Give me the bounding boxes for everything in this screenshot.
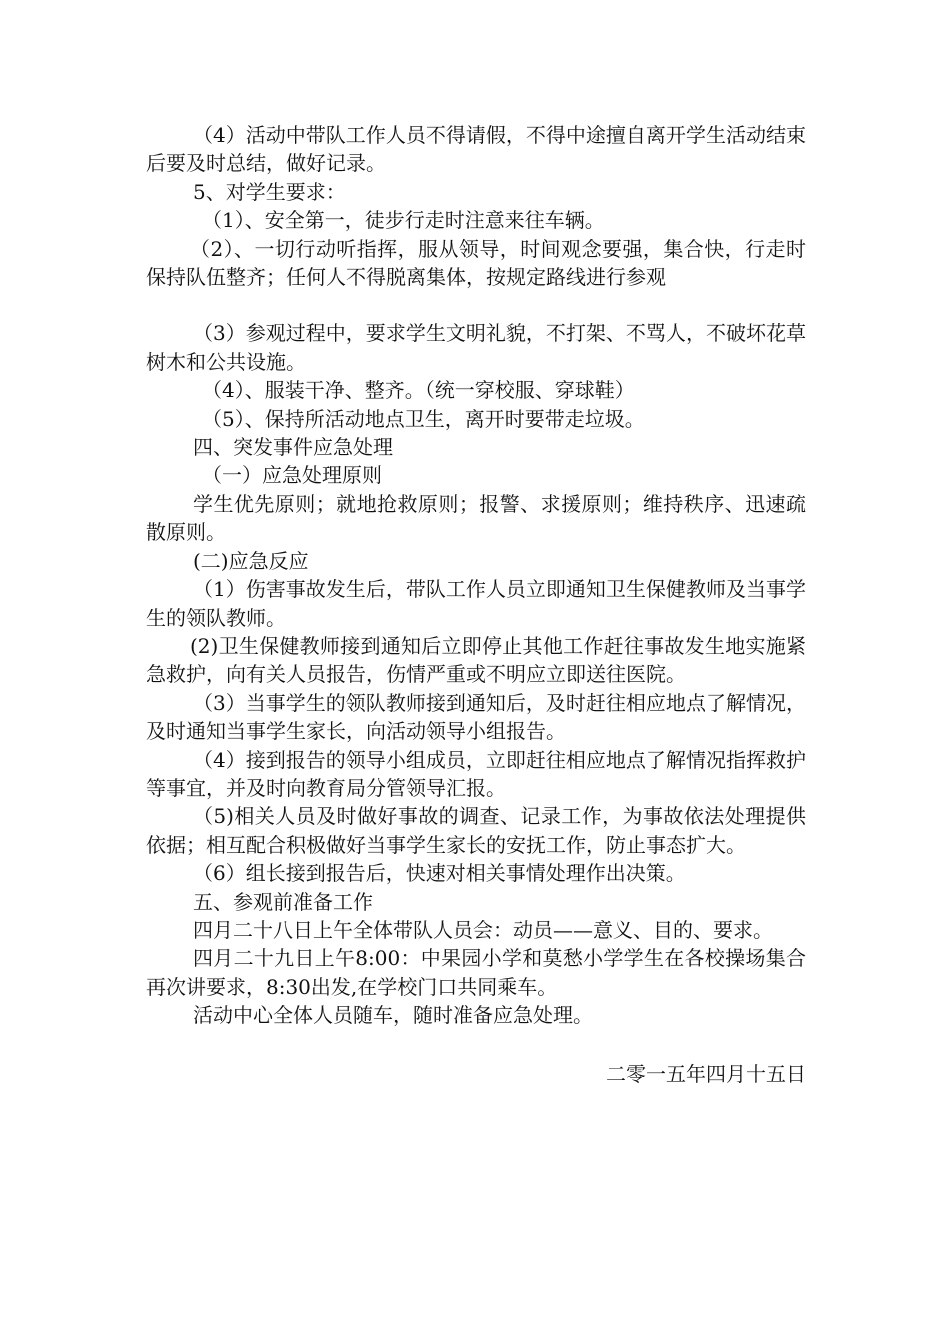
paragraph-response-3: （3）当事学生的领队教师接到通知后，及时赶往相应地点了解情况，及时通知当事学生家长，向活动领导小组报告。	[146, 690, 806, 744]
paragraph-response-5: （5)相关人员及时做好事故的调查、记录工作，为事故依法处理提供依据；相互配合积极做好当事学生家长的安抚工作，防止事态扩大。	[146, 804, 806, 857]
paragraph-follow-commands: （2）、一切行动听指挥，服从领导，时间观念要强，集合快，行走时保持队伍整齐；任何人不得脱离集体，按规定路线进行参观	[146, 236, 806, 290]
paragraph-principles-list: 学生优先原则；就地抢救原则；报警、求援原则；维持秩序、迅速疏散原则。	[146, 491, 806, 545]
paragraph-safety-first: （1）、安全第一，徒步行走时注意来往车辆。	[202, 208, 605, 233]
paragraph-hygiene: （5）、保持所活动地点卫生，离开时要带走垃圾。	[202, 406, 645, 431]
paragraph-response-6: （6）组长接到报告后，快速对相关事情处理作出决策。	[193, 861, 686, 886]
paragraph-prep-staff: 活动中心全体人员随车，随时准备应急处理。	[193, 1003, 593, 1028]
document-body	[146, 121, 806, 1088]
document-date: 二零一五年四月十五日	[606, 1061, 806, 1086]
heading-emergency-principles: （一）应急处理原则	[202, 463, 382, 488]
heading-preparation: 五、参观前准备工作	[193, 889, 373, 914]
paragraph-response-2: (2)卫生保健教师接到通知后立即停止其他工作赶往事故发生地实施紧急救护，向有关人员报告，伤情严重或不明应立即送往医院。	[146, 633, 806, 687]
paragraph-response-1: （1）伤害事故发生后，带队工作人员立即通知卫生保健教师及当事学生的领队教师。	[146, 577, 806, 630]
heading-emergency-response: (二)应急反应	[193, 548, 309, 573]
heading-student-requirements: 5、对学生要求：	[193, 179, 346, 204]
paragraph-clothing: （4）、服装干净、整齐。（统一穿校服、穿球鞋）	[202, 378, 635, 403]
paragraph-civilized-behavior: （3）参观过程中，要求学生文明礼貌，不打架、不骂人，不破坏花草树木和公共设施。	[146, 321, 806, 374]
heading-emergency-handling: 四、突发事件应急处理	[193, 435, 393, 460]
paragraph-staff-leave: （4）活动中带队工作人员不得请假，不得中途擅自离开学生活动结束后要及时总结，做好记录。	[146, 123, 806, 176]
paragraph-response-4: （4）接到报告的领导小组成员，立即赶往相应地点了解情况指挥救护等事宜，并及时向教育局分管领导汇报。	[146, 747, 806, 800]
paragraph-prep-departure: 四月二十九日上午8:00：中果园小学和莫愁小学学生在各校操场集合再次讲要求，8:30出发,在学校门口共同乘车。	[146, 946, 806, 999]
paragraph-prep-meeting: 四月二十八日上午全体带队人员会：动员——意义、目的、要求。	[193, 917, 773, 942]
